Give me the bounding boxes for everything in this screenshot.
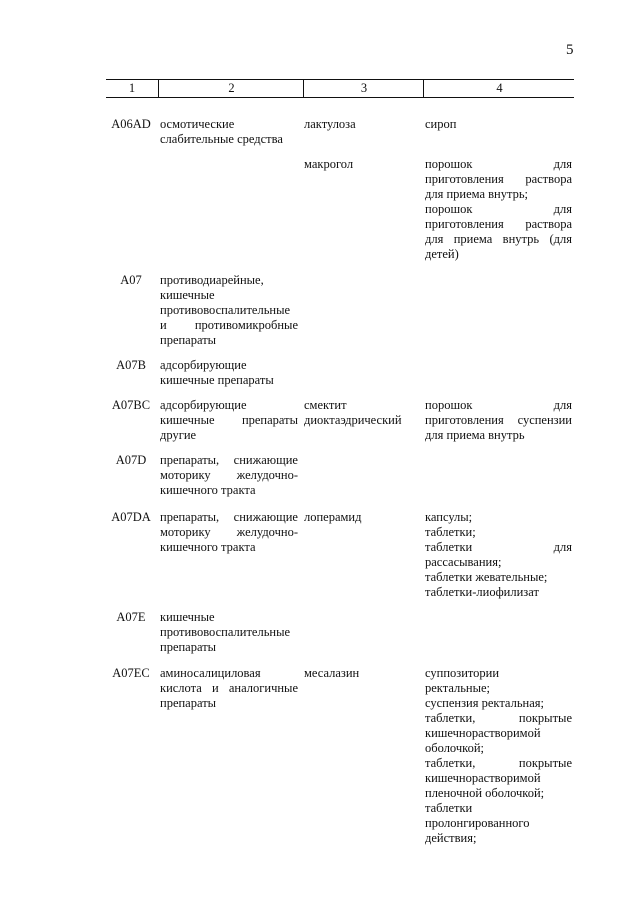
word: (для xyxy=(549,232,572,246)
word: раствора xyxy=(525,172,572,186)
atc-code: A07B xyxy=(116,358,146,372)
dosage-form-line: для приема внутрь; xyxy=(425,187,529,201)
atc-group-name-line: адсорбирующие xyxy=(160,358,247,372)
dosage-form xyxy=(425,398,572,443)
atc-group-name-line: другие xyxy=(160,428,197,442)
atc-code: A07BC xyxy=(111,398,151,412)
dosage-form-line: таблетки жевательные; xyxy=(425,570,548,584)
word: таблетки, xyxy=(425,711,476,725)
dosage-form-line xyxy=(425,217,572,232)
header-col-1: 1 xyxy=(128,81,136,95)
word: для xyxy=(425,232,444,246)
dosage-form-line: таблетки-лиофилизат xyxy=(425,585,539,599)
dosage-form-line: ректальные; xyxy=(425,681,491,695)
word: порошок xyxy=(425,398,473,412)
dosage-form-line xyxy=(425,540,572,555)
atc-group-name-line xyxy=(160,681,298,696)
atc-group-name-line: аминосалициловая xyxy=(160,666,261,680)
atc-group-name xyxy=(160,273,298,348)
atc-group-name xyxy=(160,358,298,388)
atc-code: A07DA xyxy=(111,510,151,524)
word: порошок xyxy=(425,157,473,171)
header-col-3: 3 xyxy=(303,80,424,97)
word: таблетки, xyxy=(425,756,476,770)
atc-group-name xyxy=(160,117,298,147)
word: препараты, xyxy=(160,453,220,467)
word: кишечные xyxy=(160,413,215,427)
dosage-form-line xyxy=(425,202,572,217)
atc-group-name-line xyxy=(160,468,298,483)
atc-group-name-line: кишечные xyxy=(160,288,215,302)
atc-group-name-line xyxy=(160,413,298,428)
atc-group-name xyxy=(160,398,298,443)
drug-name xyxy=(304,666,414,681)
word: покрытые xyxy=(518,756,572,770)
word: для xyxy=(553,398,572,412)
drug-name xyxy=(304,510,414,525)
atc-group-name xyxy=(160,453,298,498)
dosage-form-line xyxy=(425,756,572,771)
atc-group-name-line: адсорбирующие xyxy=(160,398,247,412)
atc-group-name-line xyxy=(160,453,298,468)
word: желудочно- xyxy=(236,525,298,539)
drug-name xyxy=(304,398,414,428)
atc-group-name-line: кишечного тракта xyxy=(160,540,256,554)
dosage-form-line: пролонгированного xyxy=(425,816,530,830)
word: приготовления xyxy=(425,413,504,427)
dosage-form-line: суспензия ректальная; xyxy=(425,696,544,710)
word: для xyxy=(553,202,572,216)
word: внутрь xyxy=(502,232,540,246)
word: приготовления xyxy=(425,217,504,231)
dosage-form-line: кишечнорастворимой xyxy=(425,726,541,740)
dosage-form-line xyxy=(425,413,572,428)
dosage-form-line: кишечнорастворимой xyxy=(425,771,541,785)
drug-name-line: лоперамид xyxy=(304,510,362,524)
word: покрытые xyxy=(518,711,572,725)
atc-code: A07D xyxy=(115,453,147,467)
drug-name-line: лактулоза xyxy=(304,117,356,131)
atc-group-name-line xyxy=(160,525,298,540)
page-number: 5 xyxy=(566,42,574,58)
dosage-form-line: детей) xyxy=(425,247,459,261)
dosage-form-line: таблетки xyxy=(425,801,473,815)
dosage-form xyxy=(425,157,572,262)
drug-name xyxy=(304,157,414,172)
word: препараты, xyxy=(160,510,220,524)
atc-group-name xyxy=(160,666,298,711)
word: кислота xyxy=(160,681,202,695)
atc-code: A07 xyxy=(120,273,142,287)
word: моторику xyxy=(160,525,211,539)
dosage-form-line xyxy=(425,232,572,247)
dosage-form-line: таблетки; xyxy=(425,525,476,539)
drug-name-line: месалазин xyxy=(304,666,360,680)
table-header xyxy=(106,79,574,98)
word: порошок xyxy=(425,202,473,216)
dosage-form-line: суппозитории xyxy=(425,666,500,680)
word: приема xyxy=(453,232,493,246)
atc-group-name-line: осмотические xyxy=(160,117,235,131)
word: желудочно- xyxy=(236,468,298,482)
word: для xyxy=(553,157,572,171)
word: аналогичные xyxy=(228,681,298,695)
word: и xyxy=(160,318,167,332)
atc-group-name-line: кишечные препараты xyxy=(160,373,274,387)
atc-code: A07EC xyxy=(112,666,150,680)
word: раствора xyxy=(525,217,572,231)
dosage-form xyxy=(425,117,572,132)
dosage-form xyxy=(425,666,572,846)
word: для xyxy=(553,540,572,554)
word: снижающие xyxy=(233,453,298,467)
atc-group-name-line xyxy=(160,510,298,525)
atc-group-name-line: препараты xyxy=(160,640,217,654)
drug-name-line: смектит xyxy=(304,398,347,412)
header-col-2: 2 xyxy=(158,80,304,97)
atc-group-name xyxy=(160,510,298,555)
word: суспензии xyxy=(517,413,572,427)
dosage-form-line: для приема внутрь xyxy=(425,428,525,442)
atc-group-name-line: противовоспалительные xyxy=(160,625,291,639)
atc-group-name xyxy=(160,610,298,655)
atc-group-name-line: противодиарейные, xyxy=(160,273,264,287)
atc-group-name-line xyxy=(160,318,298,333)
atc-group-name-line: препараты xyxy=(160,333,217,347)
word: моторику xyxy=(160,468,211,482)
word: препараты xyxy=(241,413,298,427)
dosage-form-line: сироп xyxy=(425,117,457,131)
word: снижающие xyxy=(233,510,298,524)
dosage-form-line xyxy=(425,172,572,187)
dosage-form-line: действия; xyxy=(425,831,477,845)
atc-group-name-line: препараты xyxy=(160,696,217,710)
atc-code: A07E xyxy=(116,610,146,624)
drug-name-line: макрогол xyxy=(304,157,354,171)
dosage-form-line: рассасывания; xyxy=(425,555,502,569)
atc-group-name-line: кишечного тракта xyxy=(160,483,256,497)
dosage-form-line xyxy=(425,398,572,413)
dosage-form-line xyxy=(425,711,572,726)
drug-name xyxy=(304,117,414,132)
dosage-form-line: оболочкой; xyxy=(425,741,484,755)
drug-name-line: диоктаэдрический xyxy=(304,413,402,427)
word: противомикробные xyxy=(194,318,298,332)
atc-code: A06AD xyxy=(111,117,151,131)
atc-group-name-line: слабительные средства xyxy=(160,132,283,146)
atc-group-name-line: кишечные xyxy=(160,610,215,624)
dosage-form-line xyxy=(425,157,572,172)
header-col-4: 4 xyxy=(423,80,575,97)
word: и xyxy=(211,681,219,695)
dosage-form xyxy=(425,510,572,600)
dosage-form-line: капсулы; xyxy=(425,510,473,524)
word: таблетки xyxy=(425,540,473,554)
atc-group-name-line: противовоспалительные xyxy=(160,303,291,317)
dosage-form-line: пленочной оболочкой; xyxy=(425,786,545,800)
word: приготовления xyxy=(425,172,504,186)
